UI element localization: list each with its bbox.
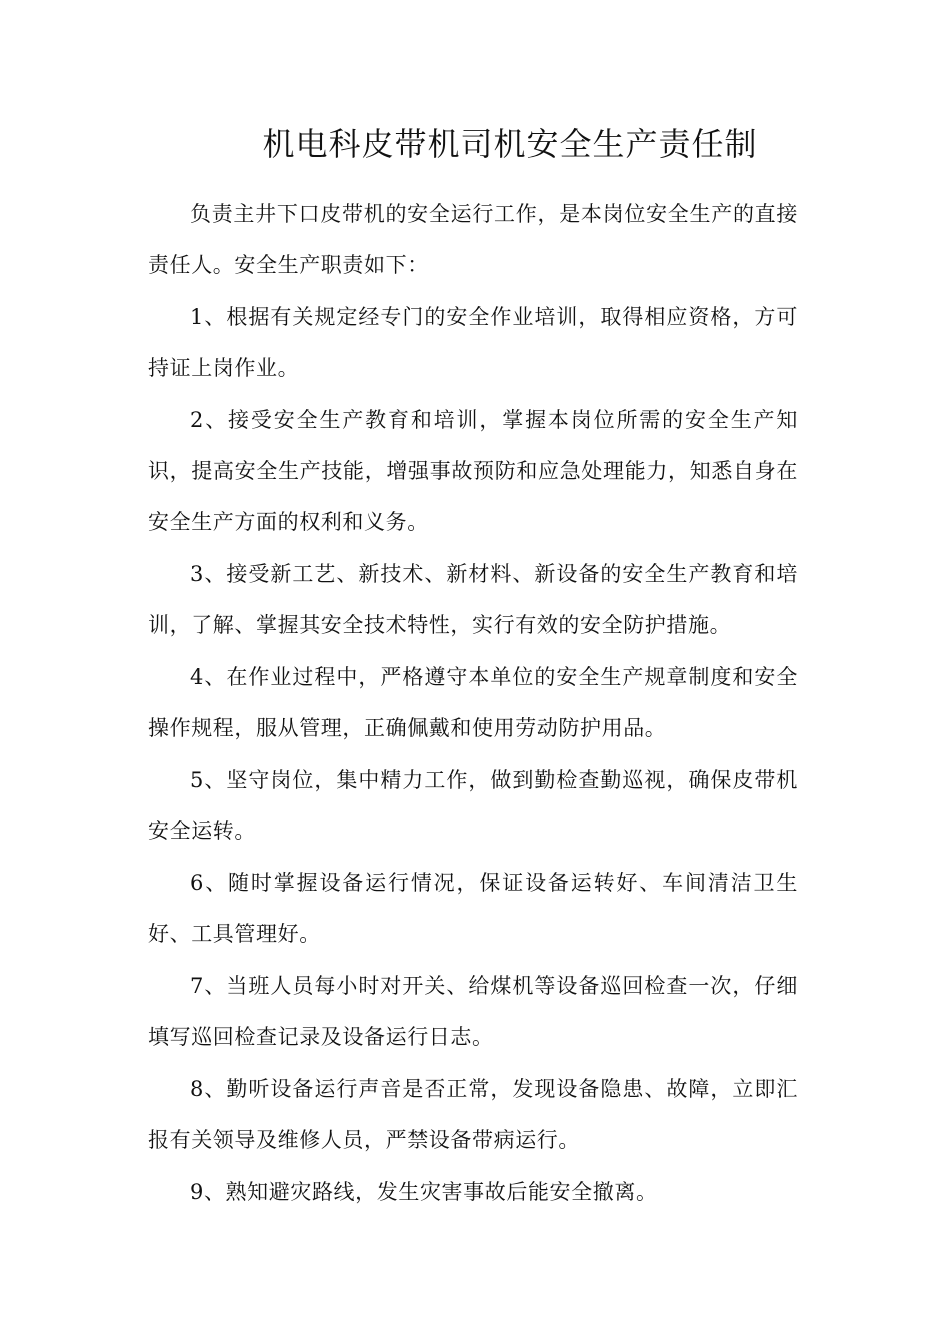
duty-item-7: 7、当班人员每小时对开关、给煤机等设备巡回检查一次，仔细填写巡回检查记录及设备运行日志。: [148, 974, 798, 1049]
document-body: [148, 189, 798, 1219]
duty-item-2: 2、接受安全生产教育和培训，掌握本岗位所需的安全生产知识，提高安全生产技能，增强事故预防和应急处理能力，知悉自身在安全生产方面的权利和义务。: [148, 408, 798, 534]
duty-item-9: 9、熟知避灾路线，发生灾害事故后能安全撤离。: [190, 1180, 658, 1204]
duty-item-4: 4、在作业过程中，严格遵守本单位的安全生产规章制度和安全操作规程，服从管理，正确佩戴和使用劳动防护用品。: [148, 665, 798, 740]
duty-item-3: 3、接受新工艺、新技术、新材料、新设备的安全生产教育和培训，了解、掌握其安全技术特性，实行有效的安全防护措施。: [148, 562, 798, 637]
document-title: 机电科皮带机司机安全生产责任制: [262, 125, 758, 163]
duty-item-8: 8、勤听设备运行声音是否正常，发现设备隐患、故障，立即汇报有关领导及维修人员，严禁设备带病运行。: [148, 1077, 798, 1152]
intro-paragraph: 负责主井下口皮带机的安全运行工作，是本岗位安全生产的直接责任人。安全生产职责如下：: [148, 202, 798, 277]
duty-item-1: 1、根据有关规定经专门的安全作业培训，取得相应资格，方可持证上岗作业。: [148, 305, 798, 380]
duty-item-5: 5、坚守岗位，集中精力工作，做到勤检查勤巡视，确保皮带机安全运转。: [148, 768, 798, 843]
duty-item-6: 6、随时掌握设备运行情况，保证设备运转好、车间清洁卫生好、工具管理好。: [148, 871, 798, 946]
